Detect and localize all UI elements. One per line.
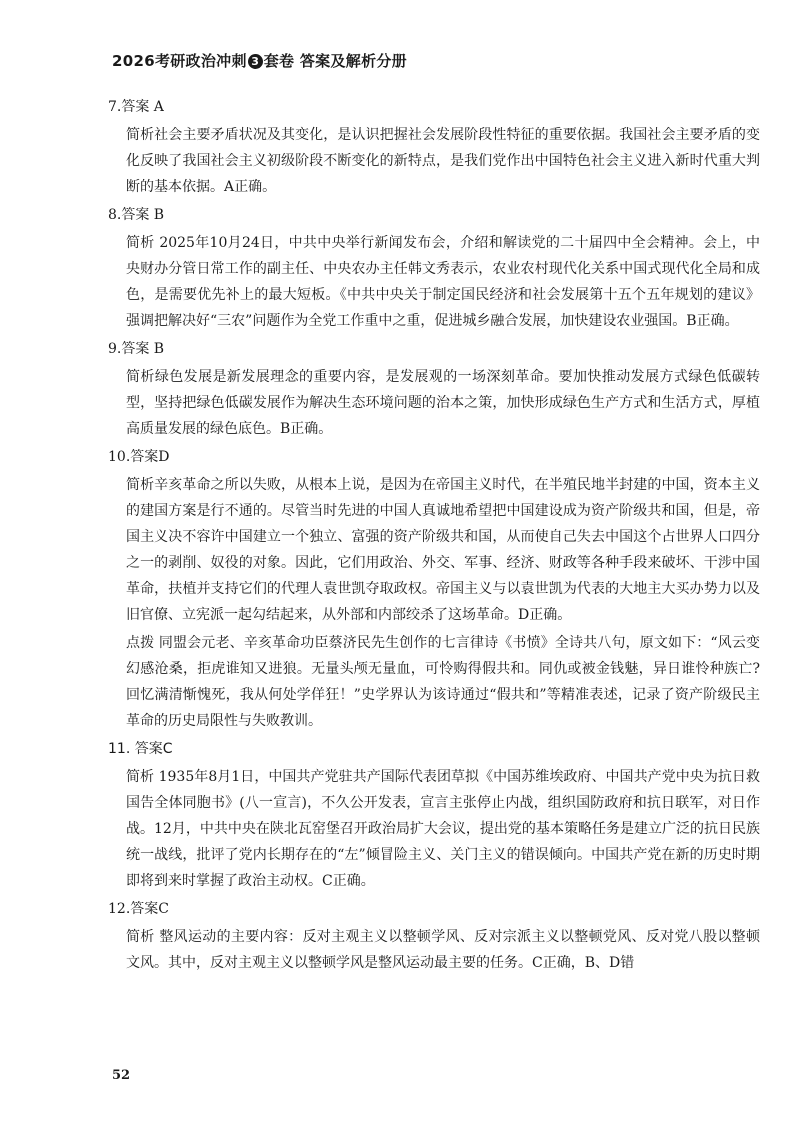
analysis-paragraph: 简析辛亥革命之所以失败，从根本上说，是因为在帝国主义时代，在半殖民地半封建的中国，资本主义的建国方案是行不通的。尽管当时先进的中国人真诚地希望把中国建设成为资产阶级共和国，但是，帝国主义决不容许中国建立一个独立、富强的资产阶级共和国，从而使自己失去中国这个占世界人口四分之一的剥削、奴役的对象。因此，它们用政治、外交、军事、经济、财政等各种手段来破坏、干涉中国革命，扶植并支持它们的代理人袁世凯夺取政权。帝国主义与以袁世凯为代表的大地主大买办势力以及旧官僚、立宪派一起勾结起来，从外部和内部绞杀了这场革命。D正确。 [126,477,760,623]
answer-label: 8.答案 B [108,207,165,223]
answer-label: 12.答案C [108,901,169,917]
page-number: 52 [112,1068,131,1083]
answer-8 [108,202,760,334]
page-header [112,50,407,71]
answer-content [108,94,760,976]
analysis-paragraph: 简析 整风运动的主要内容：反对主观主义以整顿学风、反对宗派主义以整顿党风、反对党八股以整顿文风。其中，反对主观主义以整顿学风是整风运动最主要的任务。C正确，B、D错 [126,929,760,971]
tip-paragraph: 点拨 同盟会元老、辛亥革命功臣蔡济民先生创作的七言律诗《书愤》全诗共八句，原文如下：“风云变幻感沧桑，拒虎谁知又进狼。无量头颅无量血，可怜购得假共和。同仇或被金钱魅，异日谁怜种族亡?回忆满清惭愧死，我从何处学佯狂！”史学界认为该诗通过“假共和”等精准表述，记录了资产阶级民主革命的历史局限性与失败教训。 [126,635,760,729]
header-title-after: 套卷 答案及解析分册 [263,52,407,70]
answer-11 [108,736,760,894]
circled-number: 3 [248,54,263,69]
analysis-paragraph: 简析社会主要矛盾状况及其变化，是认识把握社会发展阶段性特征的重要依据。我国社会主要矛盾的变化反映了我国社会主义初级阶段不断变化的新特点，是我们党作出中国特色社会主义进入新时代重大判断的基本依据。A正确。 [126,127,760,195]
answer-12 [108,896,760,976]
answer-label: 9.答案 B [108,341,165,357]
answer-7 [108,94,760,200]
analysis-paragraph: 简析绿色发展是新发展理念的重要内容，是发展观的一场深刻革命。要加快推动发展方式绿色低碳转型，坚持把绿色低碳发展作为解决生态环境问题的治本之策，加快形成绿色生产方式和生活方式，厚植高质量发展的绿色底色。B正确。 [126,369,760,437]
answer-10 [108,444,760,734]
answer-label: 11. 答案C [108,741,173,757]
analysis-paragraph: 简析 1935年8月1日，中国共产党驻共产国际代表团草拟《中国苏维埃政府、中国共产党中央为抗日救国告全体同胞书》(八一宣言)，不久公开发表，宣言主张停止内战，组织国防政府和抗日联军，对日作战。12月，中共中央在陕北瓦窑堡召开政治局扩大会议，提出党的基本策略任务是建立广泛的抗日民族统一战线，批评了党内长期存在的“左”倾冒险主义、关门主义的错误倾向。中国共产党在新的历史时期即将到来时掌握了政治主动权。C正确。 [126,769,760,889]
answer-label: 7.答案 A [108,99,164,115]
answer-label: 10.答案D [108,449,170,465]
answer-9 [108,336,760,442]
header-title-before: 2026考研政治冲刺 [112,52,247,70]
analysis-paragraph: 简析 2025年10月24日，中共中央举行新闻发布会，介绍和解读党的二十届四中全会精神。会上，中央财办分管日常工作的副主任、中央农办主任韩文秀表示，农业农村现代化关系中国式现代化全局和成色，是需要优先补上的最大短板。《中共中央关于制定国民经济和社会发展第十五个五年规划的建议》强调把解决好“三农”问题作为全党工作重中之重，促进城乡融合发展，加快建设农业强国。B正确。 [126,235,760,329]
